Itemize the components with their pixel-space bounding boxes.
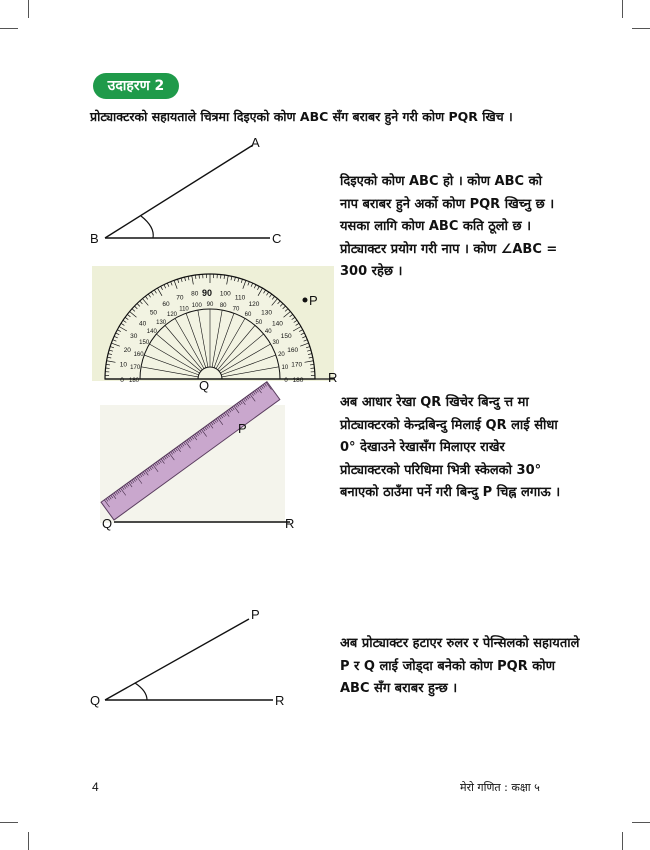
crop-mark (28, 0, 29, 18)
svg-text:40: 40 (138, 320, 147, 328)
svg-text:50: 50 (149, 309, 158, 317)
step3-paragraph: अब प्रोट्याक्टर हटाएर रुलर र पेन्सिलको सहायताले P र Q लाई जोड्दा बनेको कोण PQR कोण ABC सँग बराबर हुन्छ । (340, 636, 580, 696)
svg-text:180: 180 (128, 378, 140, 384)
label-c: C (272, 231, 282, 246)
ruler-figure (90, 400, 310, 540)
crop-mark (28, 832, 29, 850)
svg-text:170: 170 (291, 361, 303, 369)
svg-text:10: 10 (119, 361, 127, 369)
protractor-top-mark: 90 (202, 288, 213, 298)
svg-text:120: 120 (166, 312, 178, 319)
label-q: Q (199, 378, 210, 393)
svg-text:170: 170 (130, 364, 141, 371)
svg-text:100: 100 (219, 290, 231, 298)
svg-text:0: 0 (120, 377, 124, 384)
step1-paragraph: दिइएको कोण ABC हो । कोण ABC को नाप बराबर हुने अर्को कोण PQR खिच्नु छ । यसका लागि कोण ABC कति ठूलो छ । प्रोट्याक्टर प्रयोग गरी नाप । कोण ∠ABC = 300 रहेछ । (340, 174, 558, 279)
svg-text:10: 10 (281, 364, 289, 371)
svg-text:150: 150 (280, 333, 292, 340)
svg-text:130: 130 (156, 319, 167, 326)
label-p: P (251, 607, 260, 622)
label-q: Q (102, 516, 113, 531)
label-p: P (309, 293, 318, 308)
svg-text:30: 30 (272, 340, 280, 346)
step2-paragraph: अब आधार रेखा QR खिचेर बिन्दु त्त मा प्रोट्याक्टरको केन्द्रबिन्दु मिलाई QR लाई सीधा 0° देखाउने रेखासँग मिलाएर राखेर प्रोट्याक्टरको परिधिमा भित्री स्केलको 30° बनाएको ठाउँमा पर्ने गरी बिन्दु P चिह्न लगाऊ । (340, 395, 561, 500)
svg-text:160: 160 (287, 346, 299, 354)
svg-text:60: 60 (162, 300, 170, 308)
svg-text:90: 90 (206, 302, 214, 308)
label-b: B (90, 231, 99, 246)
example-badge: उदाहरण 2 (93, 73, 179, 99)
label-r: R (285, 516, 295, 531)
crop-mark (0, 822, 18, 823)
crop-mark (632, 28, 650, 29)
label-a: A (251, 135, 260, 150)
crop-mark (0, 28, 18, 29)
label-r: R (328, 370, 338, 385)
svg-text:110: 110 (179, 306, 189, 313)
page-number: 4 (92, 780, 99, 794)
crop-mark (632, 822, 650, 823)
svg-text:180: 180 (292, 377, 304, 384)
svg-text:140: 140 (146, 329, 157, 336)
svg-text:100: 100 (191, 303, 202, 310)
svg-text:20: 20 (123, 346, 131, 354)
svg-text:80: 80 (191, 290, 199, 298)
book-title: मेरो गणित : कक्षा ५ (460, 781, 540, 794)
crop-mark (622, 832, 623, 850)
svg-text:20: 20 (278, 352, 285, 359)
problem-statement: प्रोट्याक्टरको सहायताले चित्रमा दिइएको कोण ABC सँग बराबर हुने गरी कोण PQR खिच । (90, 109, 513, 124)
label-p: P (238, 421, 247, 436)
svg-text:30: 30 (130, 333, 138, 340)
svg-text:160: 160 (133, 352, 144, 359)
svg-text:70: 70 (232, 306, 240, 313)
svg-text:140: 140 (271, 320, 283, 328)
crop-mark (622, 0, 623, 18)
svg-text:110: 110 (234, 294, 246, 302)
svg-text:0: 0 (284, 378, 288, 384)
protractor-figure (85, 262, 345, 397)
angle-pqr-figure (85, 605, 305, 715)
svg-text:60: 60 (244, 312, 252, 319)
label-q: Q (90, 693, 101, 708)
svg-text:50: 50 (255, 319, 263, 326)
svg-text:40: 40 (264, 329, 272, 336)
svg-text:150: 150 (139, 340, 150, 346)
angle-abc-figure (85, 135, 305, 250)
label-r: R (275, 693, 285, 708)
svg-text:120: 120 (248, 300, 260, 308)
svg-text:70: 70 (176, 294, 184, 302)
svg-text:80: 80 (219, 303, 227, 310)
svg-text:130: 130 (261, 309, 272, 317)
